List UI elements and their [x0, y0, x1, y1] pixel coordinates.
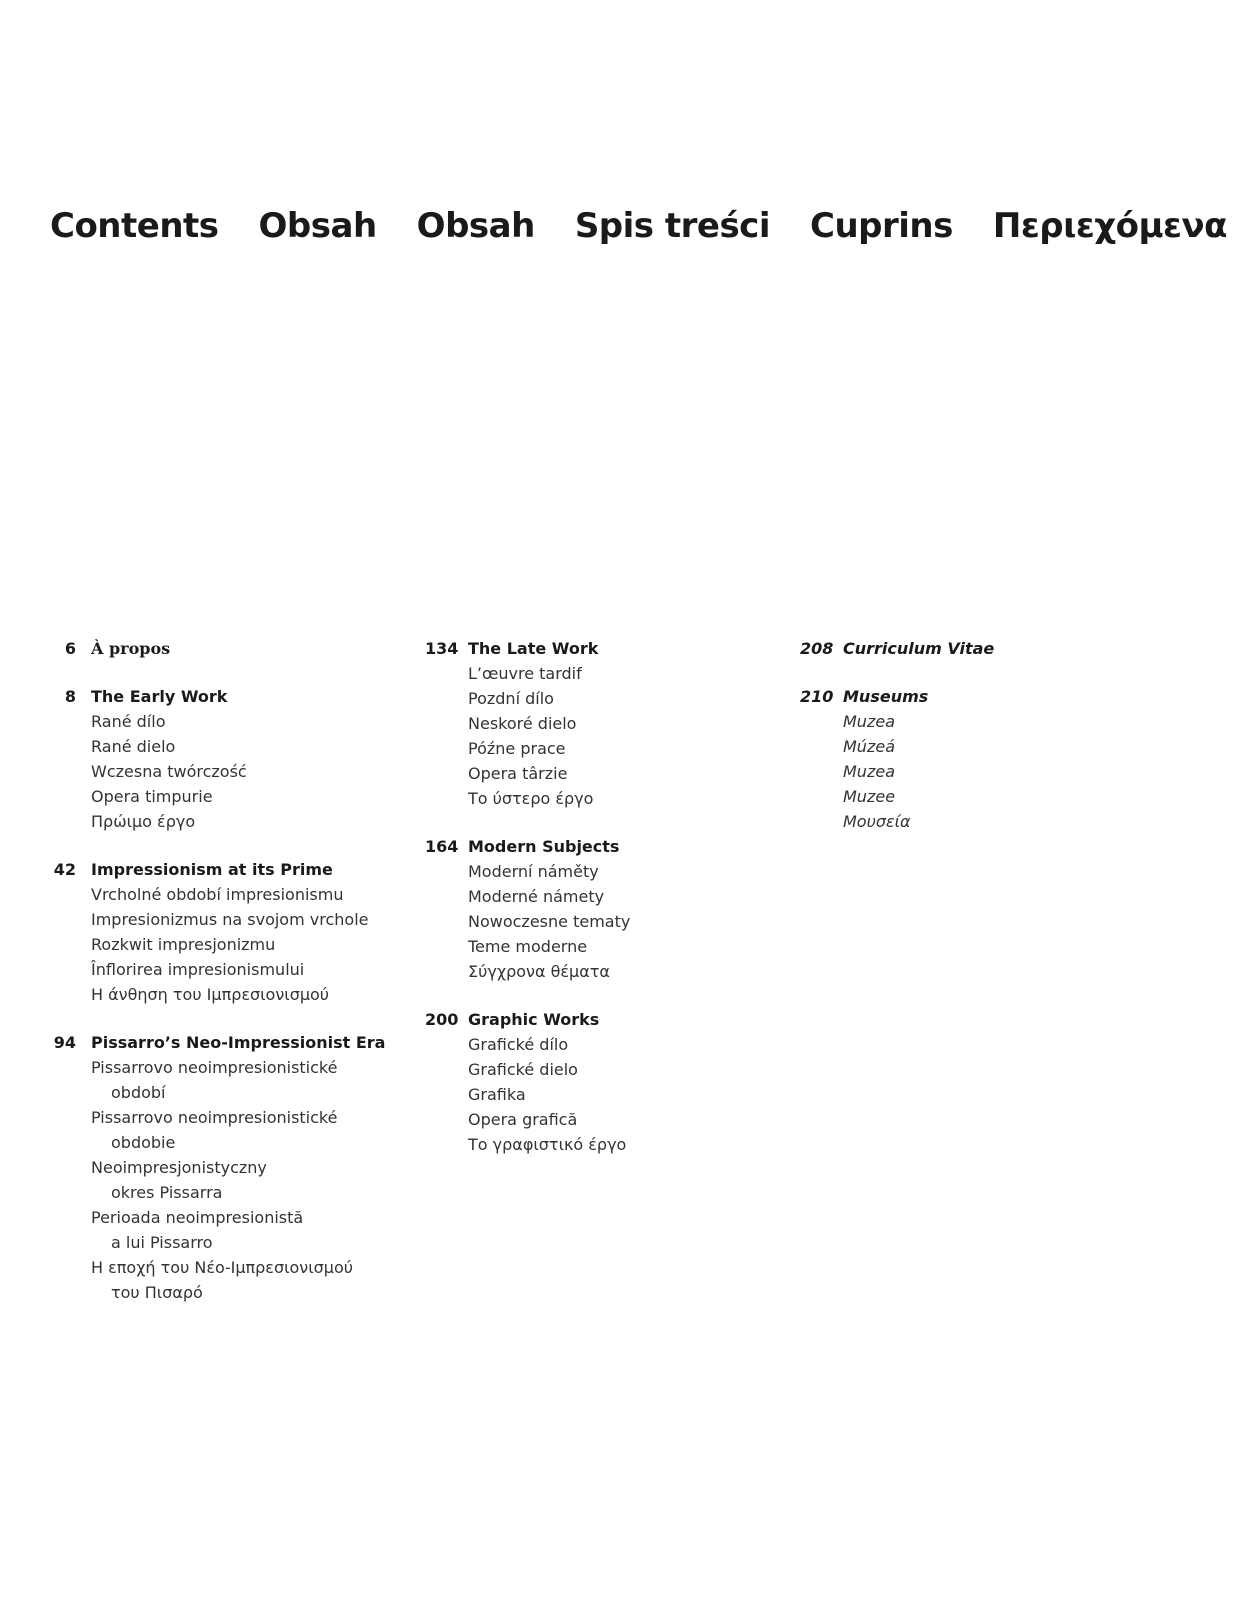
- entry-title: Impressionism at its Prime: [91, 860, 333, 879]
- translation-czech: Muzea: [843, 712, 895, 731]
- heading-slovak: Obsah: [416, 206, 535, 246]
- entry-translations: [800, 709, 1100, 834]
- page-number: 134: [425, 639, 459, 658]
- entry-title: The Early Work: [91, 687, 228, 706]
- page-number: 42: [53, 860, 76, 879]
- translation-romanian: Opera târzie: [468, 764, 568, 783]
- translation-romanian: Opera timpurie: [91, 787, 213, 806]
- entry-title: Museums: [843, 687, 929, 706]
- toc-entry-modern-subjects[interactable]: [425, 834, 785, 984]
- entry-translations: [425, 1032, 785, 1157]
- heading-english: Contents: [50, 206, 219, 246]
- translation-slovak: Moderné námety: [468, 887, 605, 906]
- translation-czech: Pozdní dílo: [468, 689, 554, 708]
- entry-translations: [50, 882, 400, 1007]
- heading-romanian: Cuprins: [810, 206, 953, 246]
- toc-entry-impressionism-prime[interactable]: [50, 857, 400, 1007]
- toc-entry-curriculum-vitae[interactable]: [800, 636, 1100, 661]
- page-number: 6: [64, 639, 76, 658]
- toc-column-3: [800, 636, 1100, 857]
- translation-greek: Το γραφιστικό έργο: [468, 1135, 627, 1154]
- heading-polish: Spis treści: [574, 206, 770, 246]
- translation-romanian-line-1: Perioada neoimpresionistă: [91, 1208, 304, 1227]
- translation-polish-line-2: okres Pissarra: [111, 1183, 223, 1202]
- translation-slovak-line-2: obdobie: [111, 1133, 176, 1152]
- toc-entry-late-work[interactable]: [425, 636, 785, 811]
- toc-column-1: [50, 636, 400, 1328]
- translation-czech: Grafické dílo: [468, 1035, 569, 1054]
- translation-romanian: Înflorirea impresionismului: [91, 960, 305, 979]
- toc-entry-neo-impressionist-era[interactable]: [50, 1030, 400, 1305]
- translation-greek: Η άνθηση του Ιμπρεσιονισμού: [91, 985, 330, 1004]
- page-number: 94: [53, 1033, 76, 1052]
- entry-title: Curriculum Vitae: [843, 639, 995, 658]
- translation-greek: Πρώιμο έργο: [91, 812, 196, 831]
- translation-polish: Muzea: [843, 762, 895, 781]
- translation-czech-line-1: Pissarrovo neoimpresionistické: [91, 1058, 338, 1077]
- entry-translations: [50, 709, 400, 834]
- translation-romanian: Teme moderne: [468, 937, 588, 956]
- toc-entry-early-work[interactable]: [50, 684, 400, 834]
- translation-slovak: Múzeá: [843, 737, 895, 756]
- entry-translations: [425, 859, 785, 984]
- translation-slovak-line-1: Pissarrovo neoimpresionistické: [91, 1108, 338, 1127]
- translation-polish: Wczesna twórczość: [91, 762, 247, 781]
- translation-slovak: Grafické dielo: [468, 1060, 578, 1079]
- entry-title: Modern Subjects: [468, 837, 620, 856]
- entry-title: The Late Work: [468, 639, 599, 658]
- page-number: 200: [425, 1010, 459, 1029]
- translation-polish: Rozkwit impresjonizmu: [91, 935, 276, 954]
- page-number: 210: [800, 687, 834, 706]
- translation-greek: Το ύστερο έργο: [468, 789, 594, 808]
- entry-title: Graphic Works: [468, 1010, 600, 1029]
- translation-czech: Vrcholné období impresionismu: [91, 885, 344, 904]
- toc-entry-graphic-works[interactable]: [425, 1007, 785, 1157]
- translation-romanian: Opera grafică: [468, 1110, 578, 1129]
- translation-greek: Μουσεία: [843, 812, 911, 831]
- toc-entry-apropos[interactable]: [50, 636, 400, 661]
- toc-entry-museums[interactable]: [800, 684, 1100, 834]
- entry-title: À propos: [91, 639, 171, 658]
- translation-greek: Σύγχρονα θέματα: [468, 962, 610, 981]
- translation-czech-line-2: období: [111, 1083, 166, 1102]
- page-number: 164: [425, 837, 459, 856]
- translation-polish: Nowoczesne tematy: [468, 912, 631, 931]
- page-number: 208: [800, 639, 834, 658]
- translation-polish: Późne prace: [468, 739, 566, 758]
- translation-polish: Grafika: [468, 1085, 526, 1104]
- entry-translations: [425, 661, 785, 811]
- translation-slovak: Neskoré dielo: [468, 714, 577, 733]
- heading-czech: Obsah: [258, 206, 377, 246]
- translation-greek-line-1: Η εποχή του Νέο-Ιμπρεσιονισμού: [91, 1258, 353, 1277]
- entry-title: Pissarro’s Neo-Impressionist Era: [91, 1033, 386, 1052]
- translation-slovak: Rané dielo: [91, 737, 176, 756]
- translation-romanian-line-2: a lui Pissarro: [111, 1233, 213, 1252]
- translation-polish-line-1: Neoimpresjonistyczny: [91, 1158, 267, 1177]
- page-number: 8: [64, 687, 76, 706]
- translation-romanian: Muzee: [843, 787, 896, 806]
- toc-column-2: [425, 636, 785, 1180]
- contents-headings: [50, 206, 1228, 246]
- translation-czech: Moderní náměty: [468, 862, 599, 881]
- translation-french: L’œuvre tardif: [468, 664, 582, 683]
- translation-czech: Rané dílo: [91, 712, 166, 731]
- entry-translations: [50, 1055, 400, 1305]
- translation-slovak: Impresionizmus na svojom vrchole: [91, 910, 369, 929]
- translation-greek-line-2: του Πισαρό: [111, 1283, 203, 1302]
- heading-greek: Περιεχόμενα: [992, 206, 1228, 246]
